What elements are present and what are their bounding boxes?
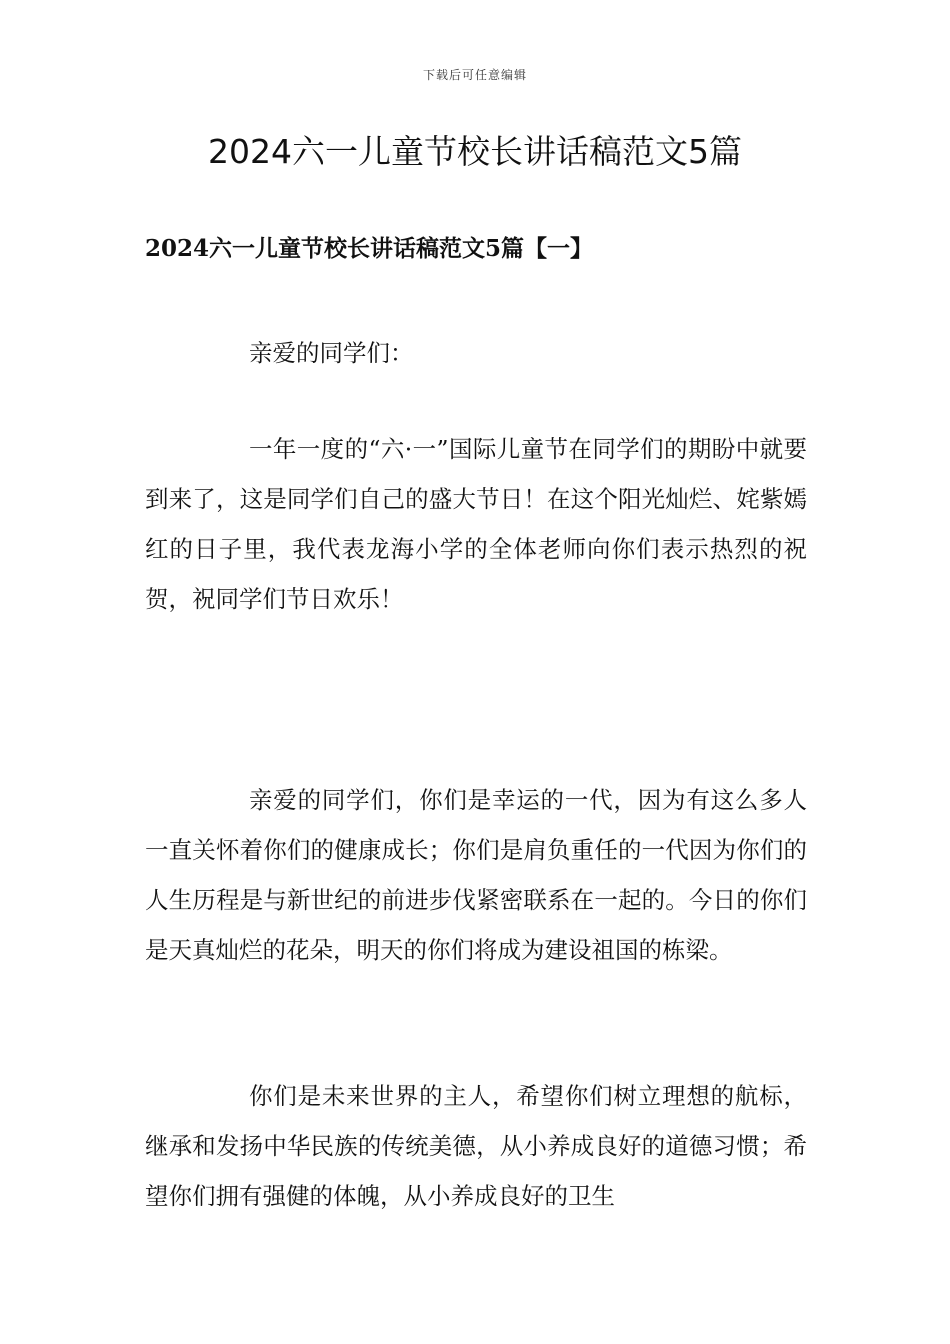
paragraph-3: 你们是未来世界的主人，希望你们树立理想的航标，继承和发扬中华民族的传统美德，从小养成良好的道德习惯；希望你们拥有强健的体魄，从小养成良好的卫生	[145, 1082, 807, 1210]
section-heading: 2024六一儿童节校长讲话稿范文5篇【一】	[145, 235, 594, 262]
paragraph-2: 亲爱的同学们，你们是幸运的一代，因为有这么多人一直关怀着你们的健康成长；你们是肩负重任的一代因为你们的人生历程是与新世纪的前进步伐紧密联系在一起的。今日的你们是天真灿烂的花朵，明天的你们将成为建设祖国的栋梁。	[145, 786, 807, 964]
paragraph-greeting: 亲爱的同学们：	[249, 339, 414, 367]
header-note: 下载后可任意编辑	[422, 68, 527, 82]
document-title: 2024六一儿童节校长讲话稿范文5篇	[208, 132, 742, 171]
paragraph-1: 一年一度的“六·一”国际儿童节在同学们的期盼中就要到来了，这是同学们自己的盛大节日！在这个阳光灿烂、姹紫嫣红的日子里，我代表龙海小学的全体老师向你们表示热烈的祝贺，祝同学们节日欢乐！	[145, 435, 807, 613]
